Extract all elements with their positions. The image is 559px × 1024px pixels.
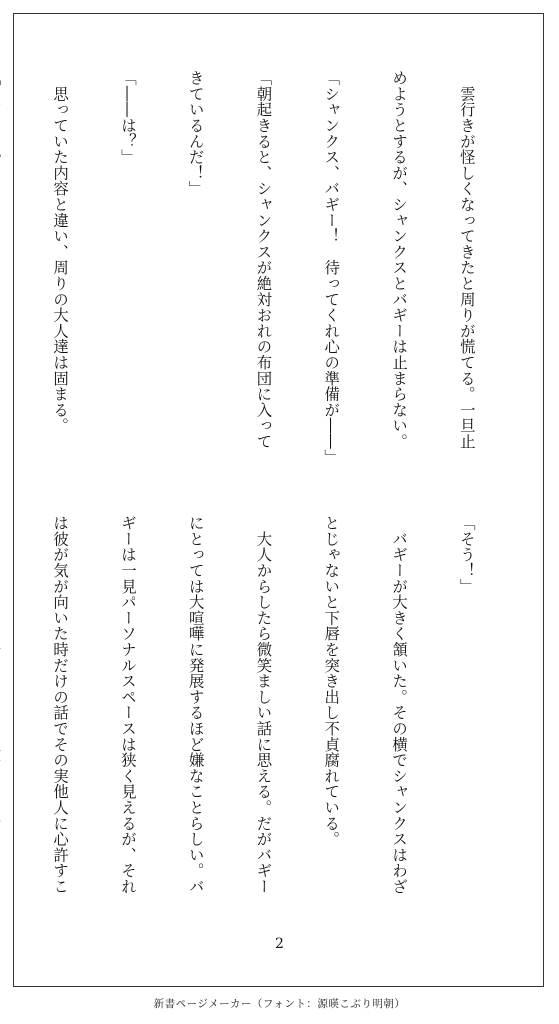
text-line: 大人からしたら微笑ましい話に思える。だがバギー <box>254 515 273 895</box>
text-line: 雲行きが怪しくなってきたと周りが慌てる。一旦止 <box>457 70 476 450</box>
text-line: 「そう！」 <box>457 515 476 594</box>
page-number: 2 <box>275 936 284 952</box>
top-text-block <box>0 70 523 490</box>
footer-credit: 新書ページメーカー（フォント：源暎こぶり明朝） <box>153 998 406 1010</box>
text-line: バギーが大きく頷いた。その横でシャンクスはわざ <box>390 515 409 895</box>
text-line: めようとするが、シャンクスとバギーは止まらない。 <box>390 70 409 450</box>
text-line: きているんだ！」 <box>186 70 205 197</box>
text-line: 「――は？」 <box>118 70 137 165</box>
text-line <box>0 70 3 490</box>
text-line: は彼が気が向いた時だけの話でその実他人に心許すこ <box>51 515 70 895</box>
text-line: とじゃないと下唇を突き出し不貞腐れている。 <box>322 515 341 847</box>
bottom-text-block <box>0 515 523 915</box>
text-line: 「朝起きると、シャンクスが絶対おれの布団に入って <box>254 70 273 450</box>
text-line: 思っていた内容と違い、周りの大人達は固まる。 <box>51 70 70 434</box>
text-line <box>0 515 3 915</box>
text-line: 「シャンクス、バギー！ 待ってくれ心の準備が――」 <box>322 70 341 465</box>
text-line: にとっては大喧嘩に発展するほど嫌なことらしい。バ <box>186 515 205 895</box>
text-line: ギーは一見パーソナルスペースは狭く見えるが、それ <box>118 515 137 895</box>
